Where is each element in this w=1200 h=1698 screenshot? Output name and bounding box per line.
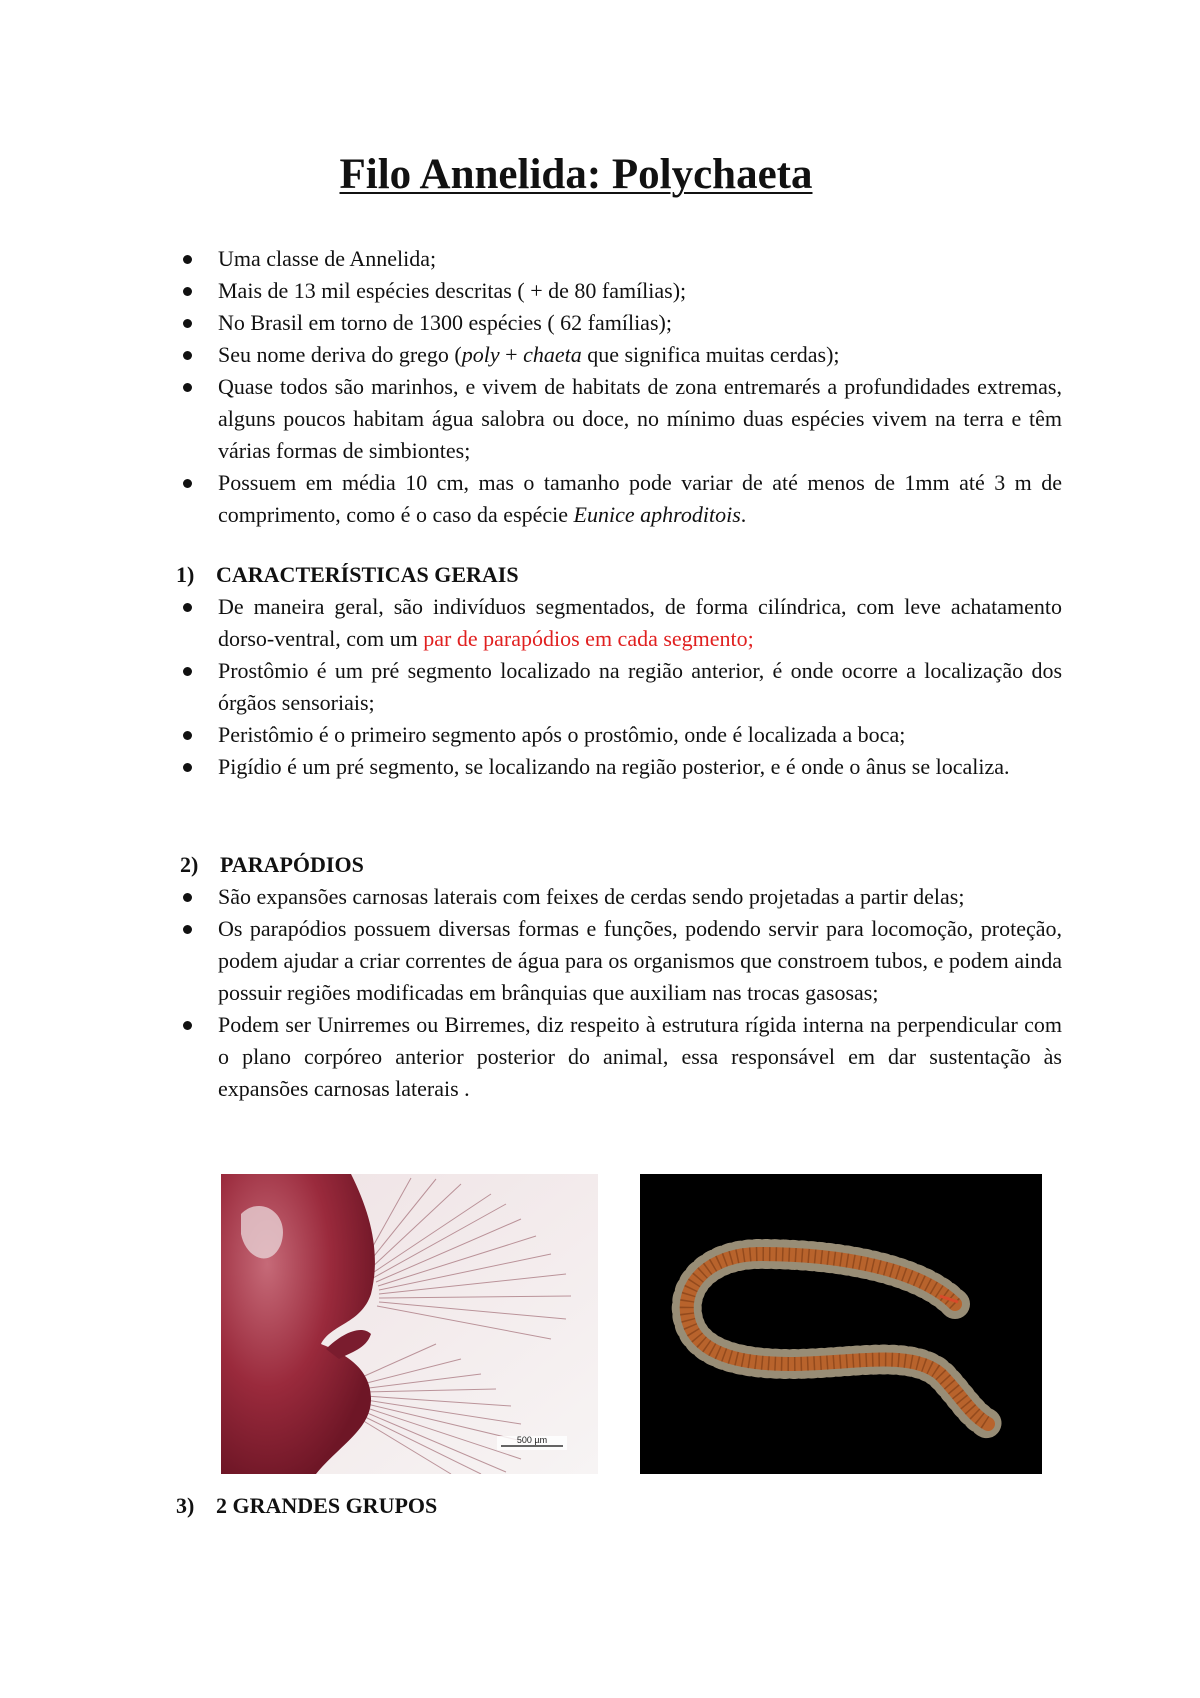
bullet-icon [183, 1021, 192, 1030]
section-number: 3) [176, 1493, 195, 1518]
list-item [180, 719, 1062, 751]
bullet-icon [183, 255, 192, 264]
intro-bullet-list [180, 243, 1062, 531]
section-title: CARACTERÍSTICAS GERAIS [216, 562, 519, 587]
section-heading-caracteristicas [176, 559, 519, 591]
bullet-text: No Brasil em torno de 1300 espécies ( 62 famílias); [218, 310, 672, 335]
bullet-text: Quase todos são marinhos, e vivem de habitats de zona entremarés a profundidades extremas, alguns poucos habitam água salobra ou doce, no mínimo duas espécies vivem na terra e têm várias formas de simbiontes; [218, 374, 1062, 463]
bullet-text: que significa muitas cerdas); [581, 342, 840, 367]
list-item [180, 913, 1062, 1009]
scale-bar [497, 1435, 567, 1450]
bullet-text: Mais de 13 mil espécies descritas ( + de 80 famílias); [218, 278, 687, 303]
bullet-text: . [740, 502, 747, 527]
term-chaeta: chaeta [523, 342, 582, 367]
list-item [180, 339, 1062, 371]
bullet-icon [183, 383, 192, 392]
polychaete-worm-image [640, 1174, 1042, 1474]
species-name: Eunice aphroditois [573, 502, 741, 527]
list-item [180, 307, 1062, 339]
section-title: PARAPÓDIOS [220, 852, 364, 877]
list-item [180, 751, 1062, 783]
bullet-icon [183, 925, 192, 934]
bullet-icon [183, 667, 192, 676]
section-number: 1) [176, 562, 195, 587]
page-title: Filo Annelida: Polychaeta [339, 151, 813, 198]
list-item [180, 655, 1062, 719]
bullet-text: De maneira geral, são indivíduos segmentados, de forma cilíndrica, com leve achatamento dorso-ventral, com um [218, 594, 1062, 651]
bullet-text: Podem ser Unirremes ou Birremes, diz respeito à estrutura rígida interna na perpendicular com o plano corpóreo anterior posterior do animal, essa responsável em dar sustentação às expansões carnosas laterais . [218, 1012, 1062, 1101]
highlighted-text: par de parapódios em cada segmento; [423, 626, 754, 651]
section-number: 2) [180, 852, 199, 877]
bullet-icon [183, 319, 192, 328]
bullet-text: Seu nome deriva do grego ( [218, 342, 462, 367]
list-item [180, 591, 1062, 655]
section-heading-parapodios [180, 849, 364, 881]
bullet-icon [183, 603, 192, 612]
bullet-text: Prostômio é um pré segmento localizado na região anterior, é onde ocorre a localização dos órgãos sensoriais; [218, 658, 1062, 715]
caracteristicas-bullet-list [180, 591, 1062, 783]
bullet-icon [183, 479, 192, 488]
bullet-icon [183, 893, 192, 902]
bullet-text: Possuem em média 10 cm, mas o tamanho pode variar de até menos de 1mm até 3 m de comprimento, como é o caso da espécie [218, 470, 1062, 527]
bullet-icon [183, 731, 192, 740]
bullet-text: Os parapódios possuem diversas formas e funções, podendo servir para locomoção, proteção, podem ajudar a criar correntes de água para os organismos que constroem tubos, e podem ainda possuir regiões modificadas em brânquias que auxiliam nas trocas gasosas; [218, 916, 1062, 1005]
scale-bar-label: 500 µm [516, 1435, 548, 1445]
parapodium-micrograph-image [221, 1174, 598, 1474]
list-item [180, 881, 1062, 913]
polychaete-worm-drawing [640, 1174, 1042, 1474]
list-item [180, 275, 1062, 307]
list-item [180, 467, 1062, 531]
parapodium-micrograph-drawing [221, 1174, 598, 1474]
section-title: 2 GRANDES GRUPOS [216, 1493, 438, 1518]
bullet-text: Pigídio é um pré segmento, se localizando na região posterior, e é onde o ânus se localiza. [218, 754, 1010, 779]
bullet-icon [183, 351, 192, 360]
parapodios-bullet-list [180, 881, 1062, 1105]
term-poly: poly [461, 342, 500, 367]
bullet-icon [183, 287, 192, 296]
plus-sign: + [499, 342, 524, 367]
bullet-text: Uma classe de Annelida; [218, 246, 437, 271]
list-item [180, 371, 1062, 467]
section-heading-grandes-grupos [176, 1490, 437, 1522]
bullet-icon [183, 763, 192, 772]
bullet-text: São expansões carnosas laterais com feixes de cerdas sendo projetadas a partir delas; [218, 884, 965, 909]
bullet-text: Peristômio é o primeiro segmento após o prostômio, onde é localizada a boca; [218, 722, 906, 747]
list-item [180, 1009, 1062, 1105]
list-item [180, 243, 1062, 275]
